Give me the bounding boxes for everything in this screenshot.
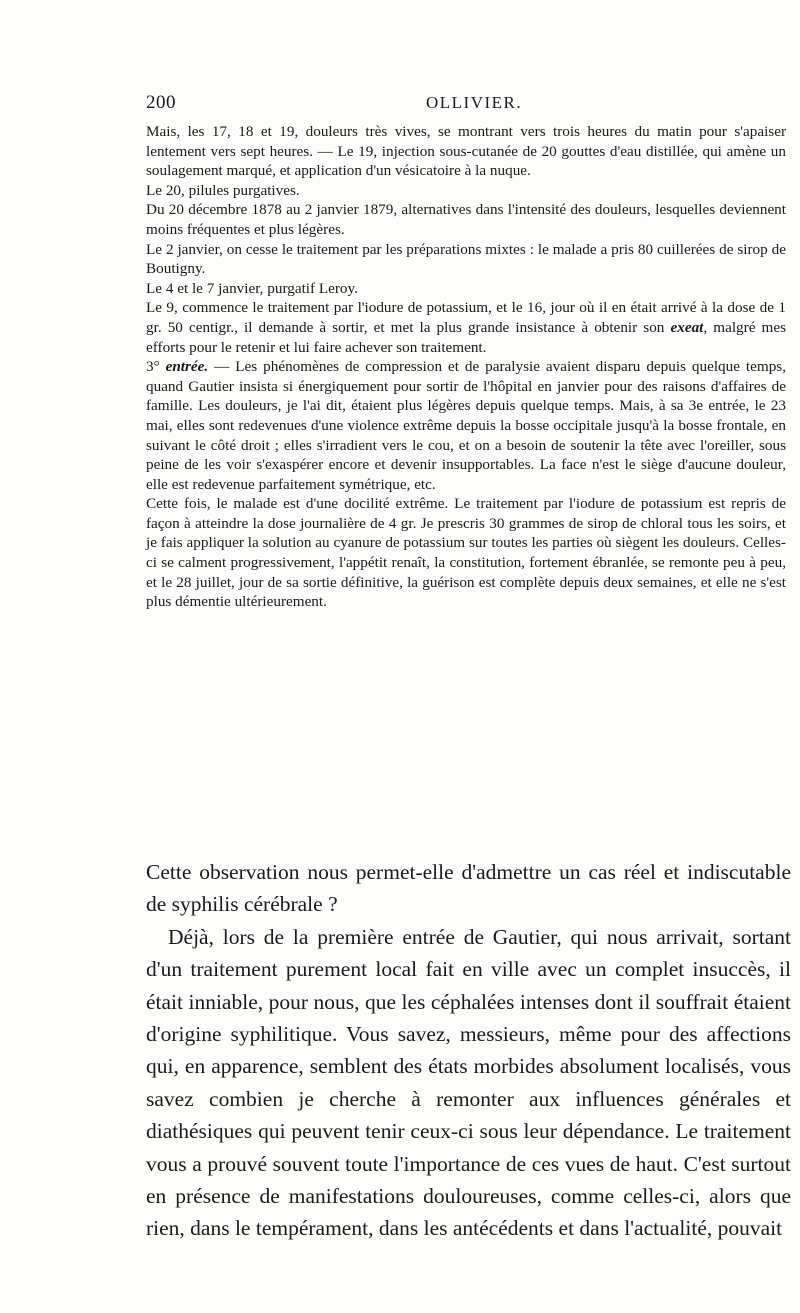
case-note-paragraph xyxy=(146,240,786,279)
case-note-paragraph xyxy=(146,200,786,239)
case-note-paragraph xyxy=(146,298,786,357)
paragraph-text: Cette fois, le malade est d'une docilité extrême. Le traitement par l'iodure de potassium est repris de façon à atteindre la dose journalière de 4 gr. Je prescris 30 grammes de sirop de chloral tous les soirs, et je fais appliquer la solution au cyanure de potassium sur toutes les parties où siègent les douleurs. Celles-ci se calment progressivement, l'appétit renaît, la constitution, fortement ébranlée, se remonte peu à peu, et le 28 juillet, jour de sa sortie définitive, la guérison est complète depuis deux semaines, et elle ne s'est plus démentie ultérieurement. xyxy=(146,495,786,611)
page-number: 200 xyxy=(146,92,176,113)
paragraph-text: Mais, les 17, 18 et 19, douleurs très vives, se montrant vers trois heures du matin pour s'apaiser lentement vers sept heures. — Le 19, injection sous-cutanée de 20 gouttes d'eau distillée, qui amène un soulagement marqué, et application d'un vésicatoire à la nuque. xyxy=(146,123,786,180)
case-note-paragraph xyxy=(146,181,786,201)
lecture-text xyxy=(146,856,791,1245)
case-note-paragraph xyxy=(146,279,786,299)
lecture-paragraph: Cette observation nous permet-elle d'admettre un cas réel et indiscutable de syphilis cérébrale ? xyxy=(146,860,791,917)
case-notes xyxy=(146,122,786,612)
lecture-paragraph: Déjà, lors de la première entrée de Gautier, qui nous arrivait, sortant d'un traitement purement local fait en ville avec un complet insuccès, il était inniable, pour nous, que les céphalées intenses dont il souffrait étaient d'origine syphilitique. Vous savez, messieurs, même pour des affections qui, en apparence, semblent des états morbides absolument localisés, vous savez combien je cherche à remonter aux influences générales et diathésiques qui peuvent tenir ceux-ci sous leur dépendance. Le traitement vous a prouvé souvent toute l'importance de ces vues de haut. C'est surtout en présence de manifestations douloureuses, comme celles-ci, alors que rien, dans le tempérament, dans les antécédents et dans l'actualité, pouvait xyxy=(146,924,791,1241)
paragraph-text: Le 2 janvier, on cesse le traitement par les préparations mixtes : le malade a pris 80 cuillerées de sirop de Boutigny. xyxy=(146,240,786,278)
case-note-paragraph xyxy=(146,122,786,181)
paragraph-text: Le 4 et le 7 janvier, purgatif Leroy. xyxy=(146,279,358,297)
case-note-paragraph xyxy=(146,494,786,612)
paragraph-text: Le 9, commence le traitement par l'iodure de potassium, et le 16, jour où il en était arrivé à la dose de 1 gr. 50 centigr., il demande à sortir, et met la plus grande insistance à obtenir son xyxy=(146,299,786,336)
paragraph-text: , malgré mes efforts pour le retenir et lui faire achever son traitement. xyxy=(146,318,786,356)
page-header xyxy=(146,92,786,116)
case-note-paragraph xyxy=(146,357,786,494)
paragraph-text: Du 20 décembre 1878 au 2 janvier 1879, alternatives dans l'intensité des douleurs, lesquelles deviennent moins fréquentes et plus légères. xyxy=(146,201,786,238)
italic-term: exeat xyxy=(670,318,704,336)
italic-term: entrée. xyxy=(165,358,209,376)
paragraph-text: — Les phénomènes de compression et de paralysie avaient disparu depuis quelque temps, quand Gautier insista si énergiquement pour sortir de l'hôpital en janvier pour des raisons d'affaires de famille. Les douleurs, je l'ai dit, étaient plus légères depuis quelque temps. Mais, à sa 3e entrée, le 23 mai, elles sont redevenues d'une violence extrême depuis la bosse occipitale jusqu'à la bosse frontale, en suivant le côté droit ; elles s'irradient vers le cou, et on a besoin de soutenir la tête avec l'oreiller, sous peine de les voir s'exaspérer encore et devenir insupportables. La face n'est le siège d'aucune douleur, elle est redevenue parfaitement symétrique, etc. xyxy=(146,358,787,493)
running-title: OLLIVIER. xyxy=(426,93,523,112)
paragraph-text: 3° xyxy=(146,358,166,376)
paragraph-text: Le 20, pilules purgatives. xyxy=(146,181,300,199)
